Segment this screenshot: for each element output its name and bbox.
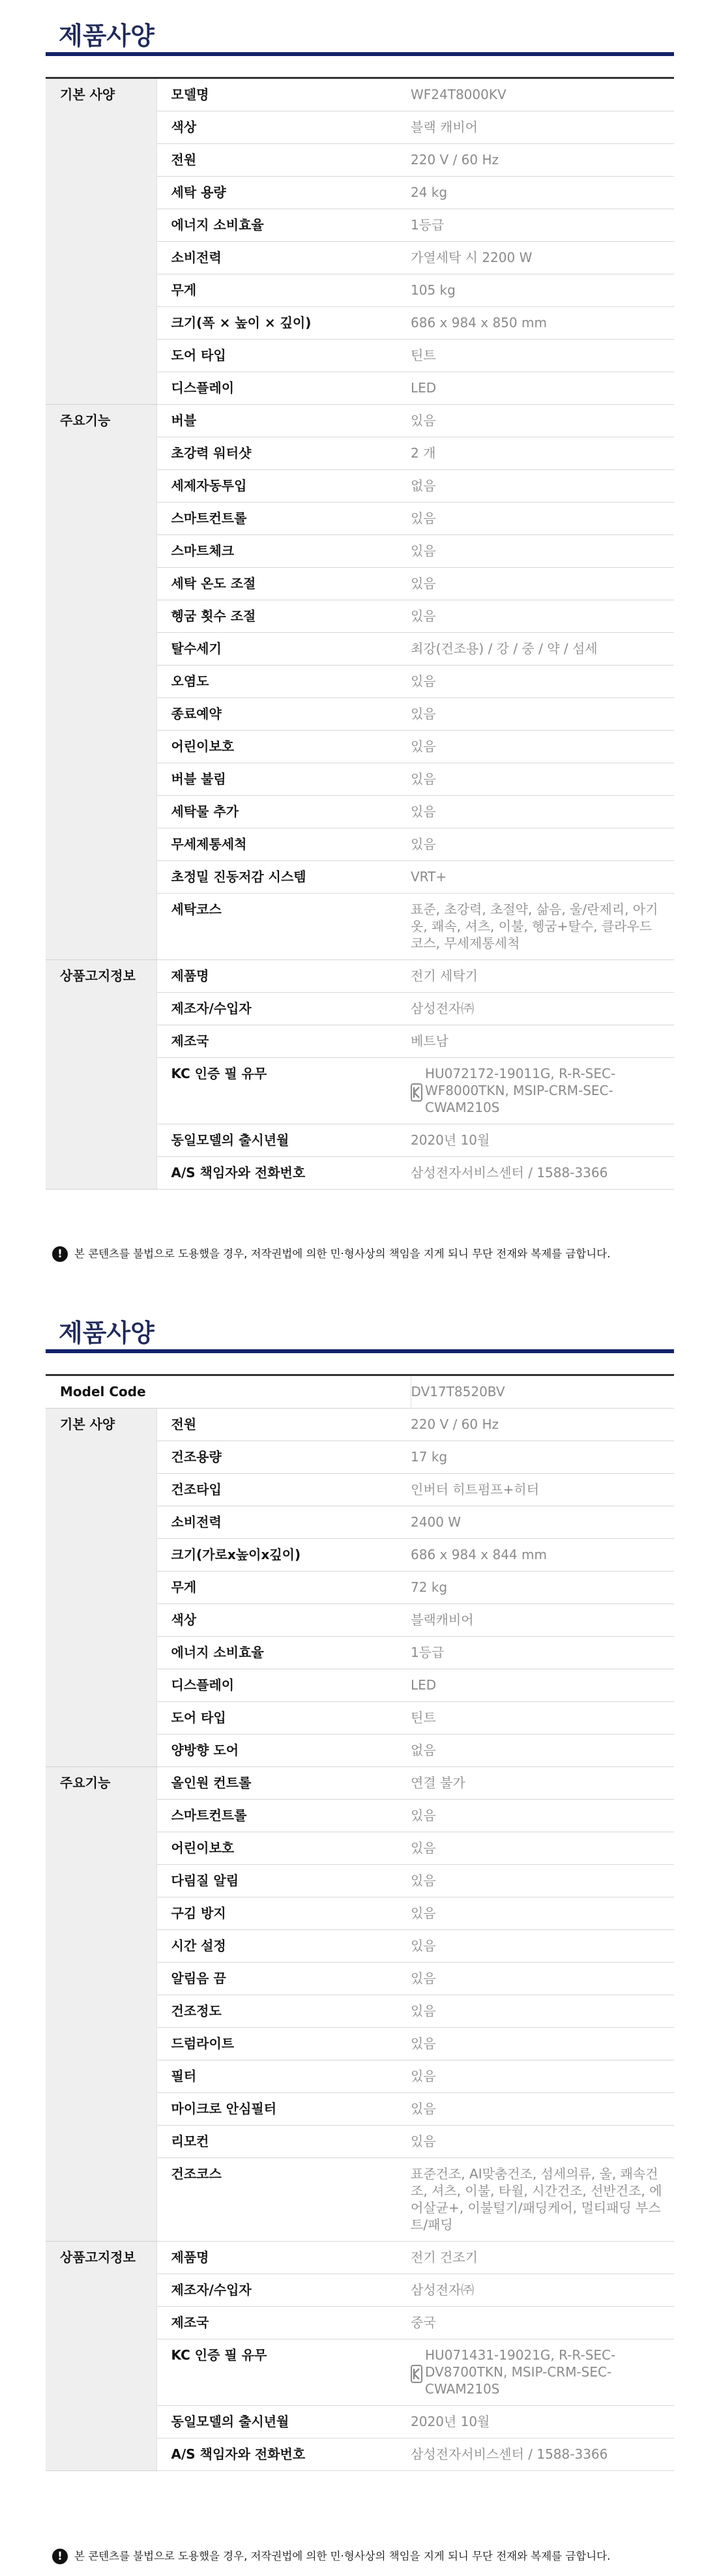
spec-value: 있음	[411, 535, 674, 568]
title-divider	[46, 52, 674, 56]
spec-value: 686 x 984 x 850 mm	[411, 307, 674, 340]
spec-label: 무게	[156, 274, 411, 307]
spec-value: 2020년 10월	[411, 2406, 674, 2438]
spec-label: 시간 설정	[156, 1930, 411, 1963]
spec-value: 중국	[411, 2307, 674, 2339]
spec-label: 소비전력	[156, 242, 411, 274]
spec-value: 있음	[411, 600, 674, 633]
spec-label: 무게	[156, 1572, 411, 1604]
title-divider	[46, 1349, 674, 1353]
spec-label: 세탁 온도 조절	[156, 568, 411, 600]
copyright-notice-text: 본 콘텐츠를 불법으로 도용했을 경우, 저작권법에 의한 민·형사상의 책임을 지게 되니 무단 전재와 복제를 금합니다.	[74, 1248, 611, 1260]
washer-spec-title: 제품사양	[59, 22, 154, 50]
spec-value: 연결 불가	[411, 1767, 674, 1800]
spec-value: 있음	[411, 763, 674, 796]
spec-label: 세탁코스	[156, 894, 411, 960]
spec-value: 있음	[411, 1865, 674, 1897]
spec-value: 인버터 히트펌프+히터	[411, 1474, 674, 1506]
spec-label: 모델명	[156, 78, 411, 111]
spec-label: 다림질 알림	[156, 1865, 411, 1897]
spec-category-info: 상품고지정보	[46, 960, 156, 1190]
spec-label: 제품명	[156, 2242, 411, 2274]
spec-value: WF24T8000KV	[411, 78, 674, 111]
spec-label: 크기(폭 × 높이 × 깊이)	[156, 307, 411, 340]
spec-label: 색상	[156, 1604, 411, 1637]
spec-value: 220 V / 60 Hz	[411, 144, 674, 177]
spec-value: 있음	[411, 503, 674, 535]
spec-label: 세제자동투입	[156, 470, 411, 503]
spec-row	[46, 78, 674, 111]
spec-value: 삼성전자서비스센터 / 1588-3366	[411, 1157, 674, 1190]
spec-label: 탈수세기	[156, 633, 411, 666]
spec-label: 제품명	[156, 960, 411, 993]
spec-value: 있음	[411, 796, 674, 828]
spec-category-basic: 기본 사양	[46, 1409, 156, 1767]
spec-value	[411, 2339, 674, 2406]
spec-label: 초정밀 진동저감 시스템	[156, 861, 411, 894]
spec-row	[46, 960, 674, 993]
spec-value: 72 kg	[411, 1572, 674, 1604]
spec-label: 건조타입	[156, 1474, 411, 1506]
spec-value: 220 V / 60 Hz	[411, 1409, 674, 1441]
spec-value: 표준, 초강력, 초절약, 삶음, 울/란제리, 아기옷, 쾌속, 셔츠, 이불, 헹굼+탈수, 클라우드코스, 무세제통세척	[411, 894, 674, 960]
spec-label: 알림음 끔	[156, 1963, 411, 1995]
spec-value: 1등급	[411, 209, 674, 242]
spec-value: VRT+	[411, 861, 674, 894]
spec-label: 스마트컨트롤	[156, 503, 411, 535]
spec-label: 건조정도	[156, 1995, 411, 2028]
washer-spec-section	[46, 13, 674, 1190]
spec-label: 건조코스	[156, 2158, 411, 2242]
kc-mark-icon	[411, 2365, 422, 2383]
washer-spec-table	[46, 77, 674, 1190]
spec-value: 틴트	[411, 1702, 674, 1734]
spec-value: 표준건조, AI맞춤건조, 섬세의류, 울, 쾌속건조, 셔츠, 이불, 타월, 시간건조, 선반건조, 에어살균+, 이불털기/패딩케어, 멀티패딩 부스트/패딩	[411, 2158, 674, 2242]
spec-value: 블랙캐비어	[411, 1604, 674, 1637]
copyright-notice-text: 본 콘텐츠를 불법으로 도용했을 경우, 저작권법에 의한 민·형사상의 책임을 지게 되니 무단 전재와 복제를 금합니다.	[74, 2550, 611, 2562]
spec-row	[46, 405, 674, 437]
spec-value: 있음	[411, 2028, 674, 2060]
spec-category-info: 상품고지정보	[46, 2242, 156, 2471]
spec-value: 있음	[411, 1800, 674, 1832]
spec-label: 리모컨	[156, 2126, 411, 2158]
spec-label: 에너지 소비효율	[156, 209, 411, 242]
spec-label: 올인원 컨트롤	[156, 1767, 411, 1800]
spec-label: 동일모델의 출시년월	[156, 2406, 411, 2438]
spec-value: 있음	[411, 828, 674, 861]
spec-value: 최강(건조용) / 강 / 중 / 약 / 섬세	[411, 633, 674, 666]
spec-label: 헹굼 횟수 조절	[156, 600, 411, 633]
spec-label: 제조자/수입자	[156, 2274, 411, 2307]
spec-label: 전원	[156, 144, 411, 177]
spec-label: 오염도	[156, 666, 411, 698]
spec-label: KC 인증 필 유무	[156, 2339, 411, 2406]
spec-row	[46, 1767, 674, 1800]
spec-label: A/S 책임자와 전화번호	[156, 2438, 411, 2471]
spec-label: 크기(가로x높이x깊이)	[156, 1539, 411, 1572]
spec-value: 있음	[411, 568, 674, 600]
spec-value: 베트남	[411, 1025, 674, 1058]
spec-value: 있음	[411, 1930, 674, 1963]
dryer-spec-title: 제품사양	[59, 1319, 154, 1347]
spec-label: 어린이보호	[156, 731, 411, 763]
kc-mark-icon	[411, 1083, 422, 1102]
spec-label: 마이크로 안심필터	[156, 2093, 411, 2126]
spec-category-main: 주요기능	[46, 405, 156, 960]
spec-value: 전기 건조기	[411, 2242, 674, 2274]
spec-label: 건조용량	[156, 1441, 411, 1474]
exclamation-icon: !	[52, 2549, 68, 2564]
spec-value: 있음	[411, 2093, 674, 2126]
spec-label: 도어 타입	[156, 340, 411, 372]
spec-value: 삼성전자㈜	[411, 993, 674, 1025]
spec-label: 제조국	[156, 2307, 411, 2339]
spec-value: 있음	[411, 1963, 674, 1995]
spec-value: 삼성전자서비스센터 / 1588-3366	[411, 2438, 674, 2471]
spec-label: 스마트컨트롤	[156, 1800, 411, 1832]
dryer-spec-section	[46, 1310, 674, 2471]
spec-value: 17 kg	[411, 1441, 674, 1474]
spec-value	[411, 1058, 674, 1124]
spec-value: 있음	[411, 1897, 674, 1930]
spec-label: 전원	[156, 1409, 411, 1441]
spec-label: 에너지 소비효율	[156, 1637, 411, 1669]
spec-value: 있음	[411, 405, 674, 437]
kc-cert-number: HU071431-19021G, R-R-SEC-DV8700TKN, MSIP-CRM-SEC-CWAM210S	[425, 2347, 616, 2397]
spec-category-main: 주요기능	[46, 1767, 156, 2242]
spec-label: KC 인증 필 유무	[156, 1058, 411, 1124]
spec-value: 있음	[411, 698, 674, 731]
spec-value: 2400 W	[411, 1506, 674, 1539]
spec-label: 세탁 용량	[156, 177, 411, 209]
model-code-row	[46, 1375, 674, 1409]
spec-value: 블랙 캐비어	[411, 111, 674, 144]
copyright-notice	[52, 1246, 678, 1262]
spec-category-basic: 기본 사양	[46, 78, 156, 405]
spec-value: 있음	[411, 1995, 674, 2028]
model-code-value: DV17T8520BV	[411, 1375, 674, 1409]
spec-value: 없음	[411, 470, 674, 503]
spec-value: 있음	[411, 1832, 674, 1865]
spec-value: 가열세탁 시 2200 W	[411, 242, 674, 274]
spec-label: 제조국	[156, 1025, 411, 1058]
spec-label: 도어 타입	[156, 1702, 411, 1734]
spec-label: 동일모델의 출시년월	[156, 1124, 411, 1157]
spec-value: 있음	[411, 666, 674, 698]
spec-value: 있음	[411, 731, 674, 763]
model-code-label: Model Code	[46, 1375, 411, 1409]
spec-value: 없음	[411, 1734, 674, 1767]
spec-label: 세탁물 추가	[156, 796, 411, 828]
spec-label: 디스플레이	[156, 1669, 411, 1702]
spec-label: 색상	[156, 111, 411, 144]
spec-label: 필터	[156, 2060, 411, 2093]
spec-label: 구김 방지	[156, 1897, 411, 1930]
spec-label: 종료예약	[156, 698, 411, 731]
spec-label: 제조자/수입자	[156, 993, 411, 1025]
spec-value: 2020년 10월	[411, 1124, 674, 1157]
spec-label: 버블	[156, 405, 411, 437]
spec-value: 24 kg	[411, 177, 674, 209]
spec-value: 삼성전자㈜	[411, 2274, 674, 2307]
spec-value: 있음	[411, 2126, 674, 2158]
spec-value: 틴트	[411, 340, 674, 372]
spec-value: 2 개	[411, 437, 674, 470]
kc-cert-number: HU072172-19011G, R-R-SEC-WF8000TKN, MSIP-CRM-SEC-CWAM210S	[425, 1066, 616, 1115]
spec-label: 스마트체크	[156, 535, 411, 568]
spec-label: 어린이보호	[156, 1832, 411, 1865]
spec-label: 소비전력	[156, 1506, 411, 1539]
exclamation-icon: !	[52, 1246, 68, 1262]
spec-value: 686 x 984 x 844 mm	[411, 1539, 674, 1572]
spec-label: 버블 불림	[156, 763, 411, 796]
spec-value: LED	[411, 1669, 674, 1702]
copyright-notice	[52, 2549, 678, 2564]
spec-value: 105 kg	[411, 274, 674, 307]
spec-value: 전기 세탁기	[411, 960, 674, 993]
spec-value: 있음	[411, 2060, 674, 2093]
spec-label: 디스플레이	[156, 372, 411, 405]
spec-label: 무세제통세척	[156, 828, 411, 861]
spec-label: A/S 책임자와 전화번호	[156, 1157, 411, 1190]
spec-value: LED	[411, 372, 674, 405]
spec-row	[46, 2242, 674, 2274]
spec-label: 양방향 도어	[156, 1734, 411, 1767]
dryer-spec-table	[46, 1374, 674, 2471]
spec-row	[46, 1409, 674, 1441]
spec-value: 1등급	[411, 1637, 674, 1669]
spec-label: 드럼라이트	[156, 2028, 411, 2060]
spec-label: 초강력 워터샷	[156, 437, 411, 470]
